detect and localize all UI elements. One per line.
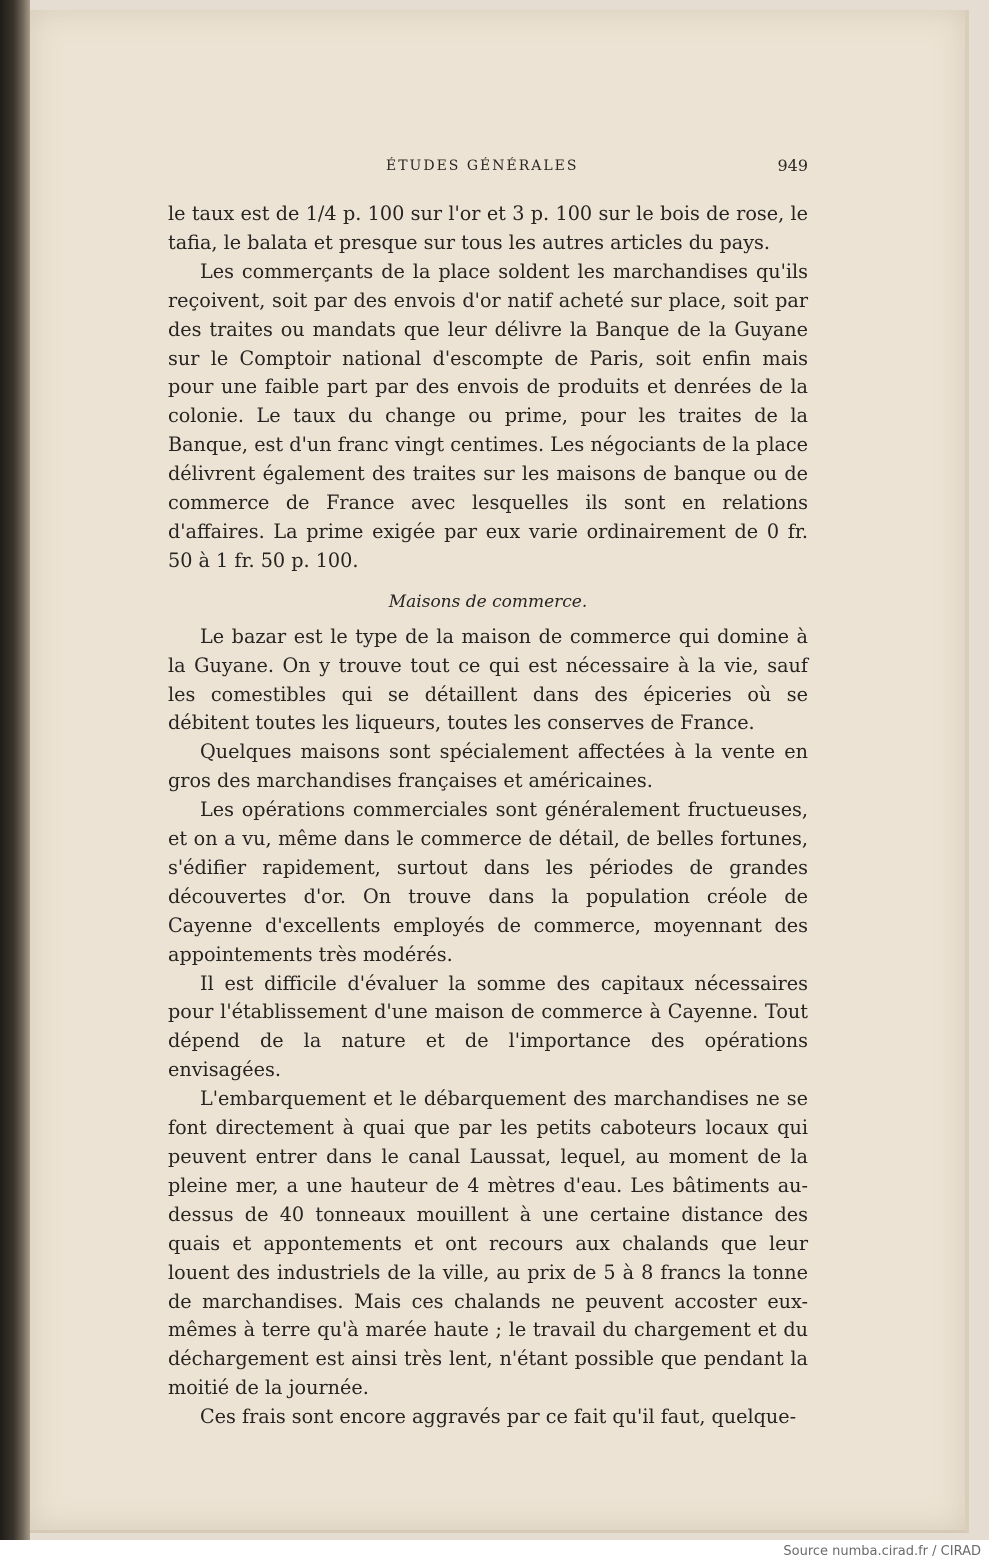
page-number: 949 bbox=[777, 156, 808, 175]
paragraph: Les opérations commerciales sont généralement fructueuses, et on a vu, même dans le commerce de détail, de belles fortunes, s'édifier rapidement, surtout dans les périodes de grandes découvertes d'or. On trouve dans la population créole de Cayenne d'excellents employés de commerce, moyennant des appointements très modérés. bbox=[168, 798, 808, 966]
paragraph: Il est difficile d'évaluer la somme des capitaux nécessaires pour l'établissement d'une maison de commerce à Cayenne. Tout dépend de la nature et de l'importance des opérations envisagées. bbox=[168, 971, 808, 1082]
body-text bbox=[168, 200, 808, 1432]
section-title: Maisons de commerce. bbox=[388, 591, 588, 612]
paragraph: Les commerçants de la place soldent les marchandises qu'ils reçoivent, soit par des envois d'or natif acheté sur place, soit par des traites ou mandats que leur délivre la Banque de la Guyane sur le Comptoir national d'escompte de Paris, soit enfin mais pour une faible part par des envois de produits et denrées de la colonie. Le taux du change ou prime, pour les traites de la Banque, est d'un franc vingt centimes. Les négociants de la place délivrent également des traites sur les maisons de banque ou de commerce de France avec lesquelles ils sont en relations d'affaires. La prime exigée par eux varie ordinairement de 0 fr. 50 à 1 fr. 50 p. 100. bbox=[168, 259, 808, 572]
paragraph: Ces frais sont encore aggravés par ce fait qu'il faut, quelque- bbox=[200, 1405, 797, 1429]
source-credit: Source numba.cirad.fr / CIRAD bbox=[783, 1544, 981, 1559]
book-binding bbox=[0, 0, 30, 1540]
page-header bbox=[168, 158, 808, 182]
paragraph: L'embarquement et le débarquement des marchandises ne se font directement à quai que par les petits caboteurs locaux qui peuvent entrer dans le canal Laussat, lequel, au moment de la pleine mer, a une hauteur de 4 mètres d'eau. Les bâtiments au-dessus de 40 tonneaux mouillent à une certaine distance des quais et appontements et ont recours aux chalands que leur louent des industriels de la ville, au prix de 5 à 8 francs la tonne de marchandises. Mais ces chalands ne peuvent accoster eux-mêmes à terre qu'à marée haute ; le travail du chargement et du déchargement est ainsi très lent, n'étant possible que pendant la moitié de la journée. bbox=[168, 1087, 808, 1400]
paragraph: Le bazar est le type de la maison de commerce qui domine à la Guyane. On y trouve tout ce qui est nécessaire à la vie, sauf les comestibles qui se détaillent dans des épiceries où se débitent toutes les liqueurs, toutes les conserves de France. bbox=[168, 624, 808, 735]
paragraph: le taux est de 1/4 p. 100 sur l'or et 3 p. 100 sur le bois de rose, le tafia, le balata et presque sur tous les autres articles du pays. bbox=[168, 202, 808, 254]
running-title: ÉTUDES GÉNÉRALES bbox=[386, 158, 579, 174]
paragraph: Quelques maisons sont spécialement affectées à la vente en gros des marchandises françaises et américaines. bbox=[168, 740, 808, 793]
